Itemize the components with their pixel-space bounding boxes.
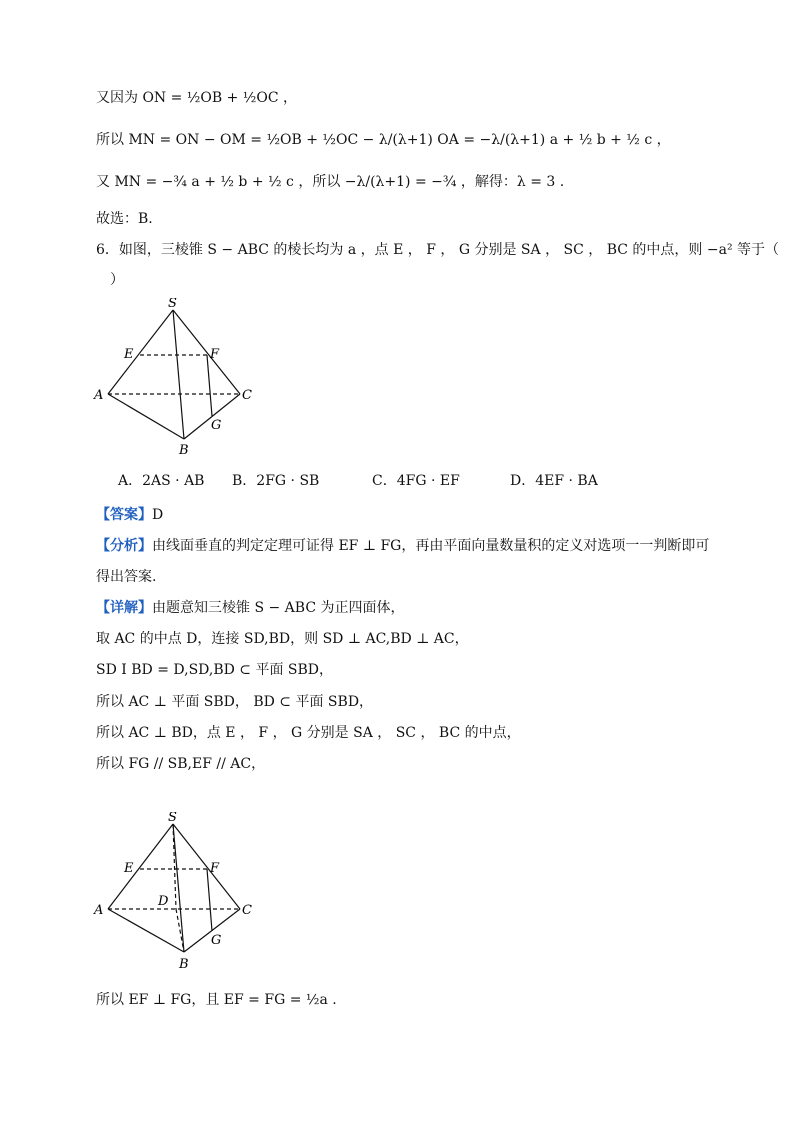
label-D-2: D (158, 894, 169, 909)
label-E: E (124, 347, 134, 362)
label-F-2: F (210, 861, 220, 876)
detail-line-1 (96, 598, 405, 618)
label-S-2: S (168, 812, 177, 825)
label-B: B (179, 443, 189, 458)
detail-label: 【详解】 (96, 600, 152, 616)
detail-line-3: SD I BD = D,SD,BD ⊂ 平面 SBD， (96, 662, 334, 678)
solution-line-3: 又 MN = −¾ a + ½ b + ½ c ，所以 −λ/(λ+1) = −¾ ，解得：λ = 3 . (96, 174, 565, 190)
answer-label: 【答案】 (96, 507, 152, 523)
question-stem-line-2: ） (110, 272, 124, 288)
solution-line-2: 所以 MN = ON − OM = ½OB + ½OC − λ/(λ+1) OA = −λ/(λ+1) a + ½ b + ½ c ， (96, 132, 671, 148)
label-G: G (211, 418, 222, 433)
option-b[interactable]: B．2FG · SB (232, 473, 320, 489)
answer-value: D (152, 507, 164, 523)
label-A-2: A (94, 903, 104, 918)
tetrahedron-figure-2 (90, 812, 270, 972)
detail-final-line: 所以 EF ⊥ FG，且 EF = FG = ½a . (96, 992, 337, 1008)
question-stem-line-1: 6．如图，三棱锥 S − ABC 的棱长均为 a ，点 E ， F ， G 分别是 SA ， SC ， BC 的中点，则 −a² 等于（ (96, 242, 780, 258)
option-a[interactable]: A．2AS · AB (118, 473, 205, 489)
detail-text-1: 由题意知三棱锥 S − ABC 为正四面体， (152, 600, 405, 616)
analysis-line-1 (96, 536, 709, 556)
answer-line (96, 505, 163, 525)
solution-line-1: 又因为 ON = ½OB + ½OC ， (96, 90, 297, 106)
option-d[interactable]: D．4EF · BA (510, 473, 598, 489)
label-B-2: B (179, 957, 189, 972)
label-A: A (94, 388, 104, 403)
label-S: S (168, 298, 177, 311)
detail-line-6: 所以 FG // SB,EF // AC， (96, 756, 266, 772)
label-G-2: G (211, 933, 222, 948)
tetrahedron-figure-1 (90, 298, 270, 458)
analysis-line-2: 得出答案. (96, 569, 157, 585)
option-c[interactable]: C．4FG · EF (372, 473, 460, 489)
detail-line-5: 所以 AC ⊥ BD，点 E ， F ， G 分别是 SA ， SC ， BC 的中点， (96, 725, 521, 741)
label-F: F (210, 347, 220, 362)
detail-line-4: 所以 AC ⊥ 平面 SBD， BD ⊂ 平面 SBD， (96, 694, 374, 710)
analysis-text-1: 由线面垂直的判定定理可证得 EF ⊥ FG，再由平面向量数量积的定义对选项一一判断即可 (152, 538, 710, 554)
label-C: C (242, 388, 252, 403)
label-C-2: C (242, 903, 252, 918)
detail-line-2: 取 AC 的中点 D，连接 SD,BD，则 SD ⊥ AC,BD ⊥ AC， (96, 631, 469, 647)
solution-conclusion: 故选：B. (96, 211, 153, 227)
analysis-label: 【分析】 (96, 538, 152, 554)
label-E-2: E (124, 861, 134, 876)
